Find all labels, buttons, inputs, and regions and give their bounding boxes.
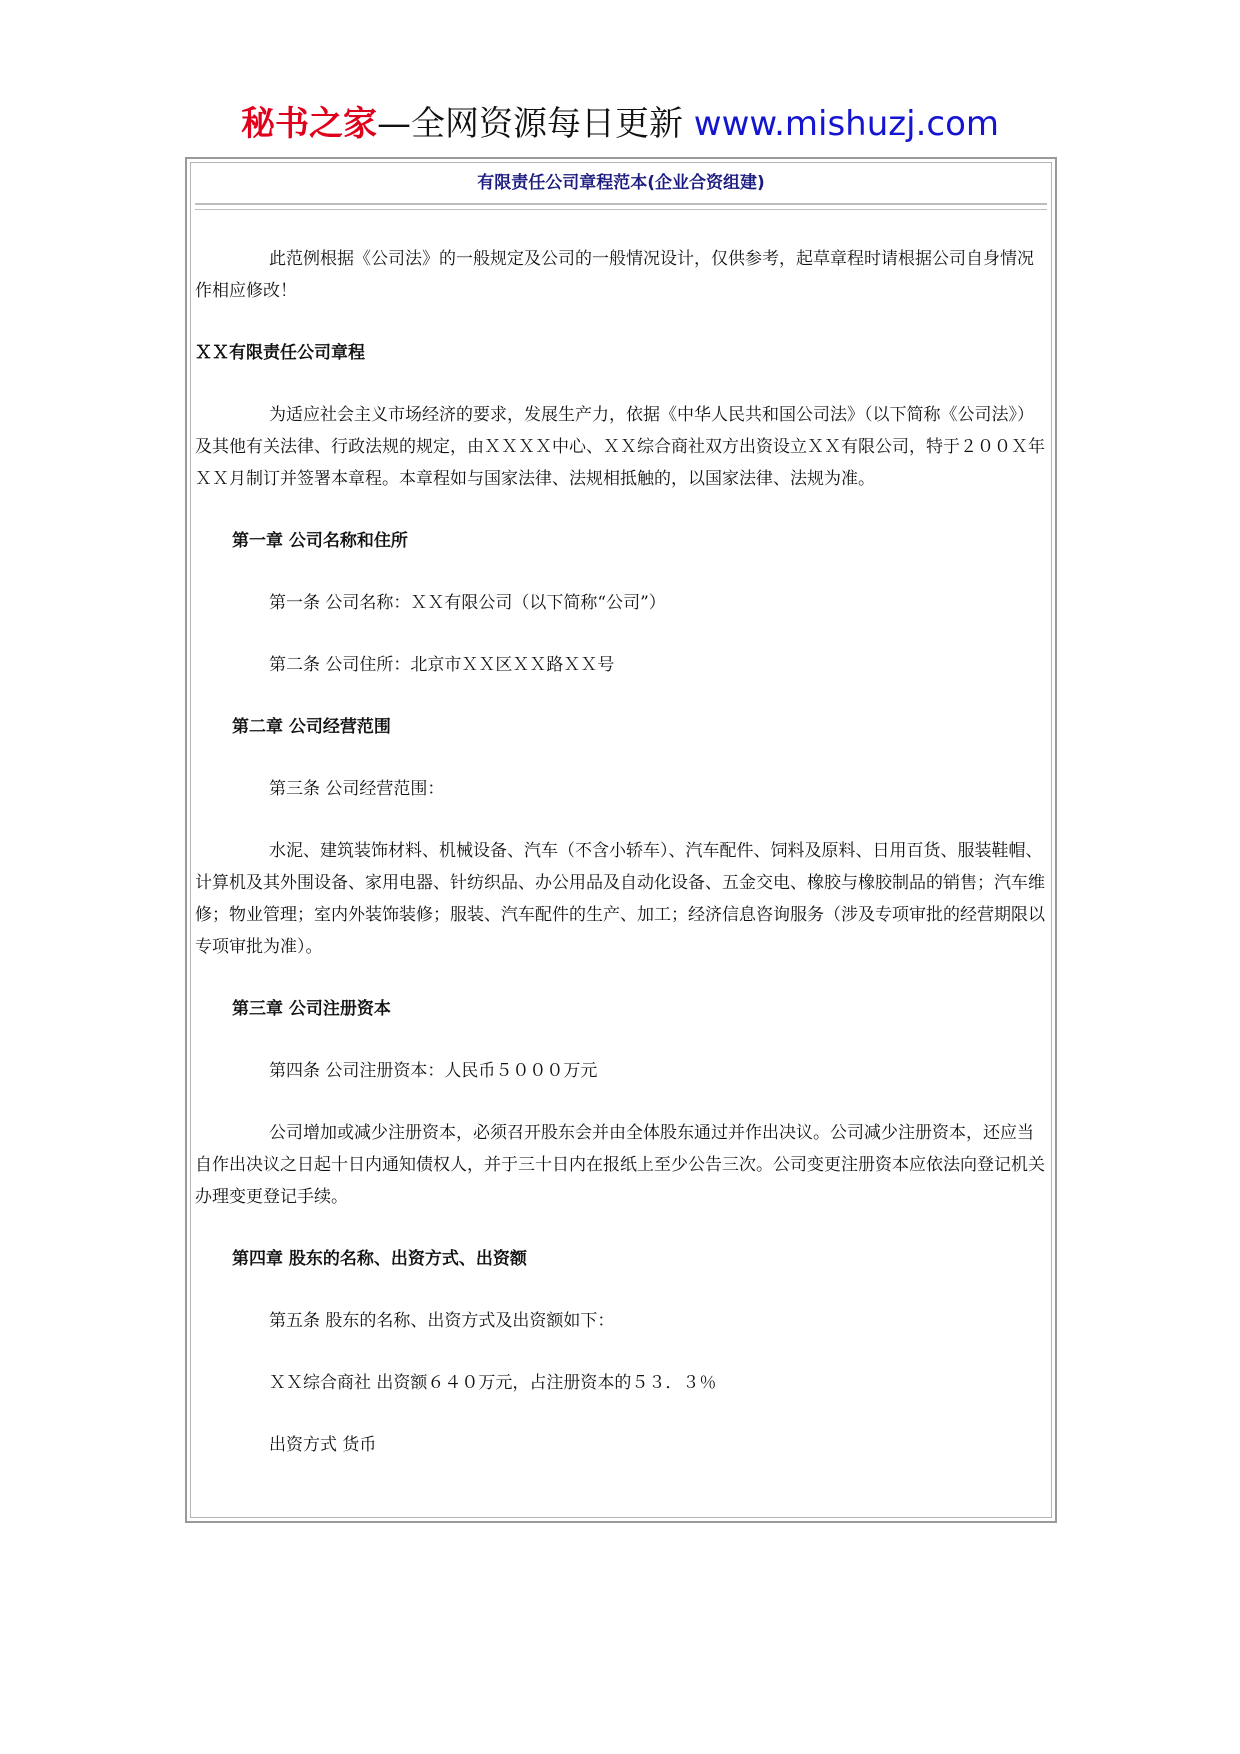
capital-change-paragraph: 公司增加或减少注册资本，必须召开股东会并由全体股东通过并作出决议。公司减少注册资本，还应当自作出决议之日起十日内通知债权人，并于三十日内在报纸上至少公告三次。公司变更注册资本应依法向登记机关办理变更登记手续。 (195, 1123, 1045, 1207)
site-header (0, 98, 1240, 150)
site-slogan: —全网资源每日更新 (376, 104, 683, 144)
document-body (195, 243, 1045, 1491)
chapter-4-heading: 第四章 股东的名称、出资方式、出资额 (232, 1249, 527, 1269)
article-5: 第五条 股东的名称、出资方式及出资额如下： (269, 1311, 615, 1331)
business-scope-paragraph: 水泥、建筑装饰材料、机械设备、汽车（不含小轿车）、汽车配件、饲料及原料、日用百货、服装鞋帽、计算机及其外围设备、家用电器、针纺织品、办公用品及自动化设备、五金交电、橡胶与橡胶制品的销售；汽车维修；物业管理；室内外装饰装修；服装、汽车配件的生产、加工；经济信息咨询服务（涉及专项审批的经营期限以专项审批为准）。 (195, 841, 1045, 957)
chapter-1-heading: 第一章 公司名称和住所 (232, 531, 408, 551)
shareholder-1-line: ＸＸ综合商社 出资额６４０万元，占注册资本的５３．３％ (269, 1373, 717, 1393)
article-4: 第四条 公司注册资本：人民币５０００万元 (269, 1061, 598, 1081)
intro-paragraph: 此范例根据《公司法》的一般规定及公司的一般情况设计，仅供参考，起草章程时请根据公司自身情况作相应修改！ (195, 249, 1034, 301)
charter-title: ＸＸ有限责任公司章程 (195, 343, 365, 363)
contribution-method-line: 出资方式 货币 (269, 1435, 377, 1455)
article-1: 第一条 公司名称：ＸＸ有限公司（以下简称“公司”） (269, 593, 666, 613)
chapter-2-heading: 第二章 公司经营范围 (232, 717, 391, 737)
site-url-link[interactable]: www.mishuzj.com (693, 104, 999, 144)
article-3: 第三条 公司经营范围： (269, 779, 445, 799)
document-title: 有限责任公司章程范本(企业合资组建) (477, 173, 765, 193)
site-brand: 秘书之家 (240, 104, 377, 144)
document-frame-inner (190, 162, 1052, 1518)
chapter-3-heading: 第三章 公司注册资本 (232, 999, 391, 1019)
preamble-paragraph: 为适应社会主义市场经济的要求，发展生产力，依据《中华人民共和国公司法》（以下简称《公司法》）及其他有关法律、行政法规的规定，由ＸＸＸＸ中心、ＸＸ综合商社双方出资设立ＸＸ有限公司，特于２００Ｘ年ＸＸ月制订并签署本章程。本章程如与国家法律、法规相抵触的，以国家法律、法规为准。 (195, 405, 1045, 489)
document-frame (185, 157, 1057, 1523)
article-2: 第二条 公司住所：北京市ＸＸ区ＸＸ路ＸＸ号 (269, 655, 615, 675)
title-divider (195, 203, 1047, 210)
